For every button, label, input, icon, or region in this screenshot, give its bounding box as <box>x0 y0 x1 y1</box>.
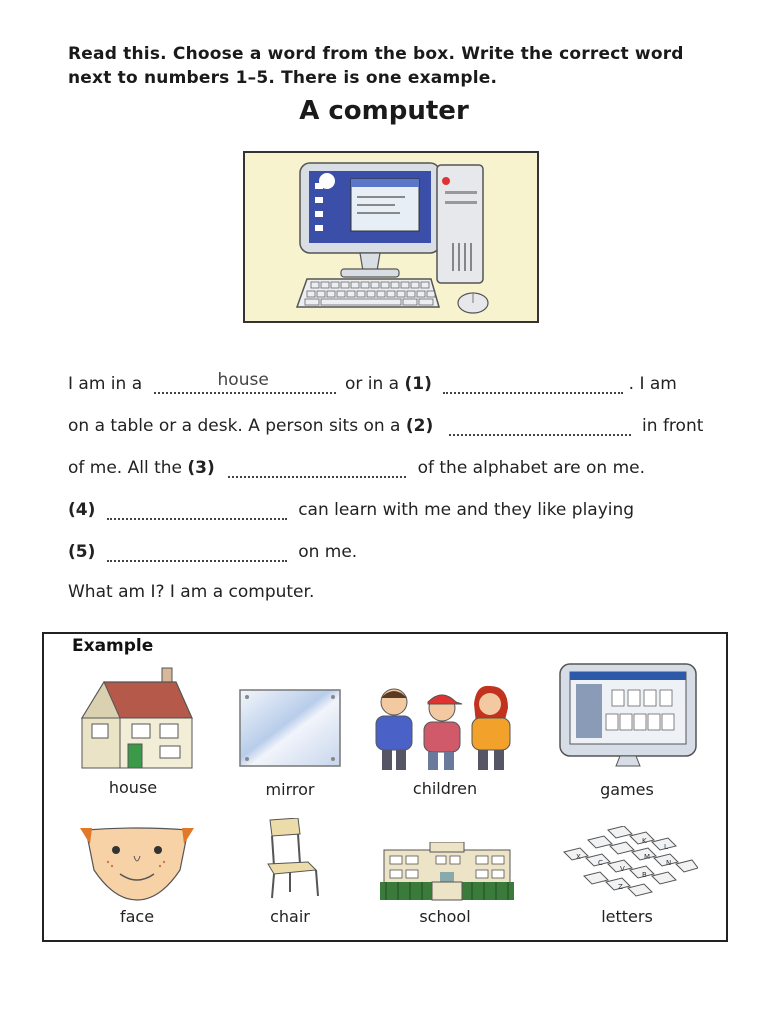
story-text: on me. <box>298 542 358 562</box>
letters-picture <box>558 826 698 904</box>
answer-blank-5[interactable] <box>107 540 287 562</box>
svg-text:C: C <box>598 859 603 867</box>
word-label: school <box>419 907 471 926</box>
face-picture <box>80 826 194 902</box>
question-number: (5) <box>68 542 96 562</box>
example-answer: house <box>217 370 269 390</box>
games-picture <box>556 660 700 770</box>
chair-picture <box>260 818 326 900</box>
instructions: Read this. Choose a word from the box. Write the correct word next to numbers 1–5. There is one example. <box>68 44 684 88</box>
story-line-5 <box>68 540 357 562</box>
answer-blank-4[interactable] <box>107 498 287 520</box>
story-line-3 <box>68 456 645 478</box>
word-label: face <box>119 907 155 926</box>
story-text: I am in a <box>68 374 143 394</box>
answer-blank-3[interactable] <box>228 456 406 478</box>
svg-text:V: V <box>620 865 625 873</box>
example-answer-blank <box>154 372 336 394</box>
computer-illustration <box>243 151 539 323</box>
word-label: house <box>108 778 158 797</box>
house-picture <box>74 662 198 770</box>
page-title: A computer <box>299 96 469 126</box>
answer-blank-2[interactable] <box>449 414 631 436</box>
story-text: can learn with me and they like playing <box>298 500 635 520</box>
story-line-4 <box>68 498 634 520</box>
svg-text:K: K <box>642 837 647 845</box>
word-label: children <box>412 779 478 798</box>
question-number: (2) <box>405 416 434 436</box>
story-text: of me. All the <box>68 458 182 478</box>
question-number: (3) <box>187 458 215 478</box>
children-picture <box>366 684 528 772</box>
story-line-1 <box>68 372 677 394</box>
story-line-6: What am I? I am a computer. <box>68 582 315 602</box>
word-label: letters <box>601 907 653 926</box>
svg-text:B: B <box>642 871 647 879</box>
story-line-2 <box>68 414 703 436</box>
mirror-picture <box>238 688 342 768</box>
story-text: . I am <box>628 374 677 394</box>
svg-text:M: M <box>644 853 651 861</box>
word-label: mirror <box>265 780 315 799</box>
svg-text:L: L <box>664 843 668 851</box>
svg-text:N: N <box>666 859 672 867</box>
question-number: (1) <box>404 374 432 394</box>
svg-text:Z: Z <box>618 883 623 891</box>
story-text: of the alphabet are on me. <box>417 458 646 478</box>
school-picture <box>380 842 514 902</box>
word-box-example-label: Example <box>72 636 154 656</box>
word-label: chair <box>270 907 310 926</box>
svg-text:X: X <box>576 853 581 861</box>
story-text: in front <box>642 416 704 436</box>
word-label: games <box>600 780 654 799</box>
answer-blank-1[interactable] <box>443 372 623 394</box>
story-text: or in a <box>344 374 400 394</box>
question-number: (4) <box>68 500 96 520</box>
story-text: on a table or a desk. A person sits on a <box>68 416 401 436</box>
